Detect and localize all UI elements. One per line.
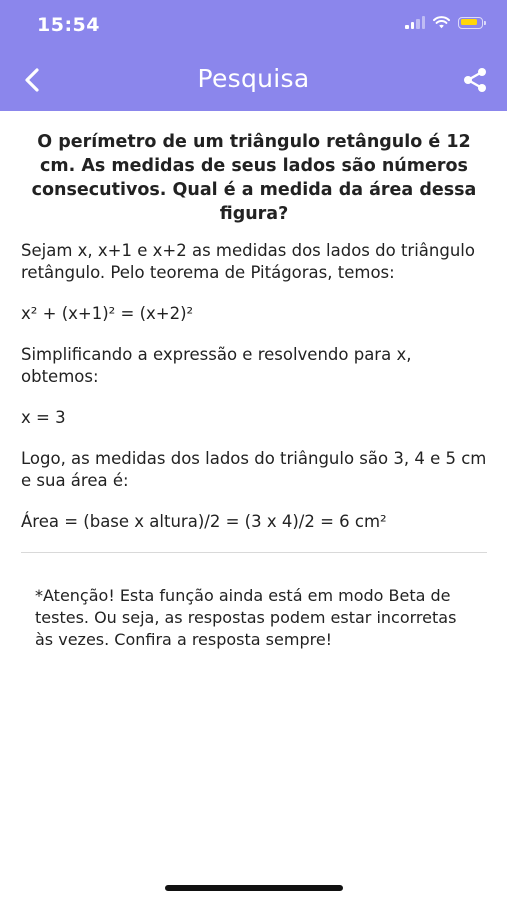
nav-bar bbox=[0, 52, 507, 108]
answer-paragraph: Simplificando a expressão e resolvendo para x, obtemos: bbox=[21, 345, 412, 386]
question-text: O perímetro de um triângulo retângulo é 12 cm. As medidas de seus lados são números consecutivos. Qual é a medida da área dessa figura? bbox=[31, 132, 477, 224]
wifi-icon bbox=[433, 16, 450, 29]
page-title: Pesquisa bbox=[197, 64, 310, 93]
cellular-signal-icon bbox=[405, 16, 425, 29]
status-bar bbox=[0, 0, 507, 50]
divider bbox=[21, 552, 487, 553]
share-icon bbox=[461, 66, 489, 94]
answer-text bbox=[21, 240, 487, 533]
content-area bbox=[21, 130, 487, 651]
answer-equation: Área = (base x altura)/2 = (3 x 4)/2 = 6 cm² bbox=[21, 512, 387, 531]
status-icons bbox=[405, 16, 483, 29]
status-time: 15:54 bbox=[37, 14, 100, 36]
home-indicator[interactable] bbox=[165, 885, 343, 891]
disclaimer-text: *Atenção! Esta função ainda está em modo Beta de testes. Ou seja, as respostas podem estar incorretas às vezes. Confira a resposta sempre! bbox=[35, 586, 457, 649]
share-button[interactable] bbox=[457, 62, 493, 98]
answer-paragraph: Logo, as medidas dos lados do triângulo são 3, 4 e 5 cm e sua área é: bbox=[21, 449, 487, 490]
answer-equation: x² + (x+1)² = (x+2)² bbox=[21, 304, 194, 323]
header-bar bbox=[0, 0, 507, 111]
battery-icon bbox=[458, 17, 483, 29]
answer-paragraph: Sejam x, x+1 e x+2 as medidas dos lados do triângulo retângulo. Pelo teorema de Pitágoras, temos: bbox=[21, 241, 475, 282]
answer-equation: x = 3 bbox=[21, 408, 66, 427]
